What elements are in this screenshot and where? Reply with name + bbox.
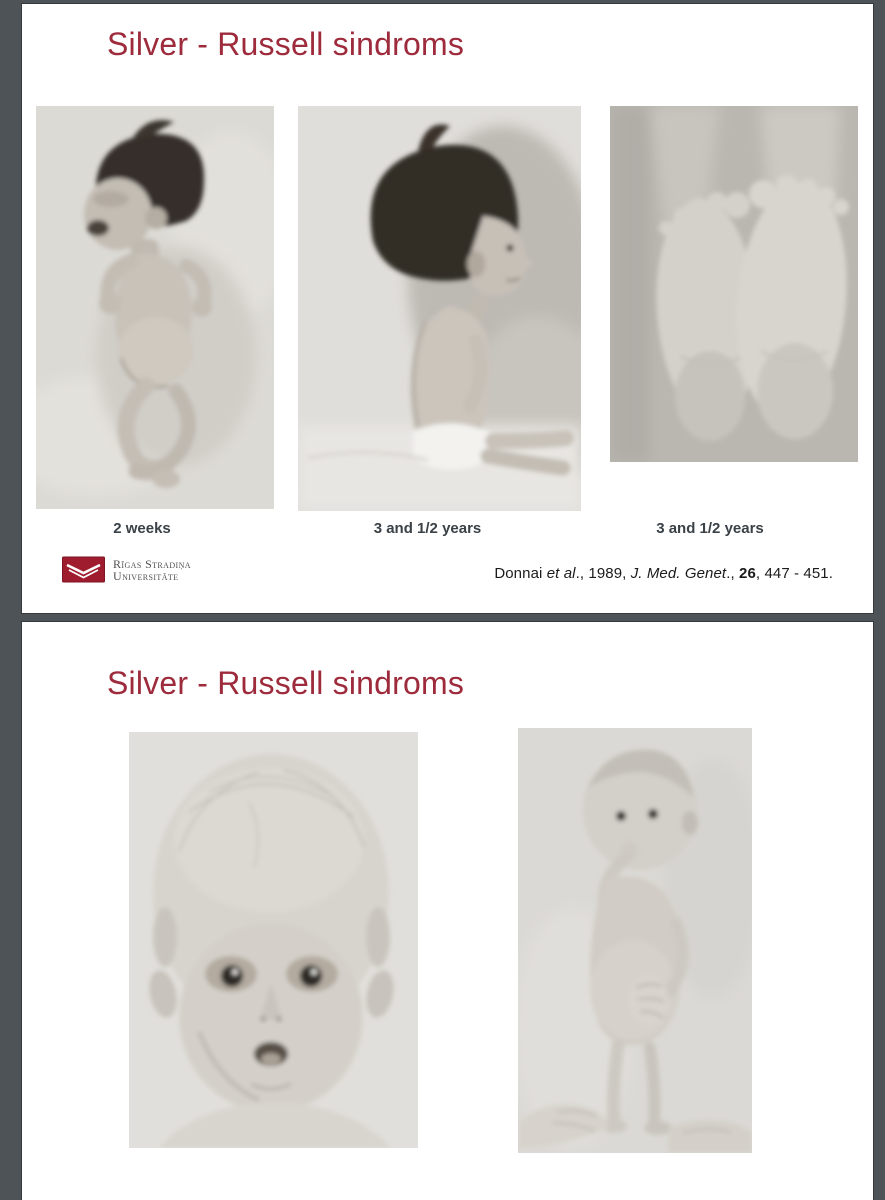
slide2-title: Silver - Russell sindroms [107,665,465,701]
rsu-logo [62,556,191,583]
photo-infant-face [129,732,418,1148]
rsu-logo-line1: Rīgas Stradiņa [113,556,191,571]
slide-page-1 [22,4,873,613]
slide1-title: Silver - Russell sindroms [107,26,465,62]
citation-segment: Donnai [494,565,547,582]
photo-caption-2-weeks: 2 weeks [113,520,171,537]
photo-child-sitting-profile [298,106,581,511]
citation-segment: ., [726,565,740,582]
citation-segment-volume: 26 [739,565,756,582]
photo-caption-3-half-years-2: 3 and 1/2 years [656,520,764,537]
photo-infant-2-weeks [36,106,274,509]
rsu-logo-text [113,558,191,582]
citation-segment: ., 1989, [575,565,631,582]
rsu-logo-line2: Universitāte [113,568,179,583]
photo-feet-soles [610,106,858,462]
photo-caption-3-half-years-1: 3 and 1/2 years [373,520,482,537]
slide-page-2 [22,622,873,1200]
rsu-flag-icon [62,556,105,583]
photo-infant-standing [518,728,752,1153]
citation [494,565,833,582]
citation-segment-et-al: et al [546,565,576,582]
citation-segment: , 447 - 451. [755,565,833,582]
citation-segment-journal: J. Med. Genet [630,565,727,582]
